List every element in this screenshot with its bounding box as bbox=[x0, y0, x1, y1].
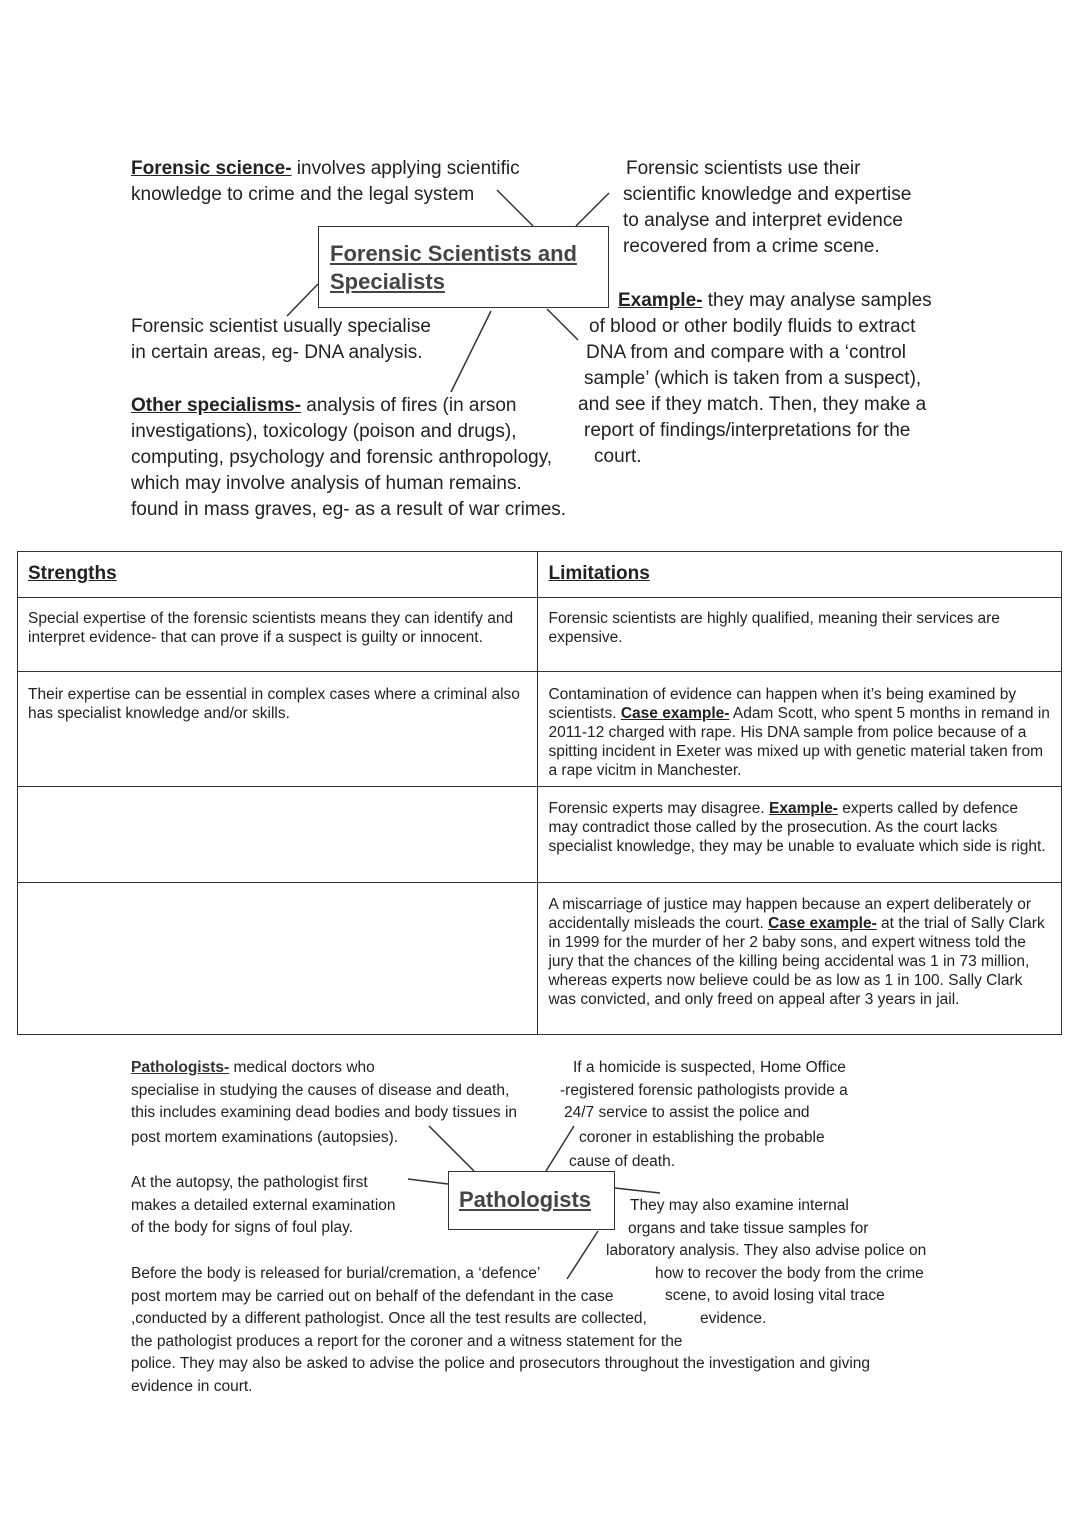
forensic-science-definition: Forensic science- involves applying scientific knowledge to crime and the legal system bbox=[131, 158, 520, 205]
limitation-cell: A miscarriage of justice may happen because an expert deliberately or accidentally misleads the court. Case example- at the trial of Sally Clark in 1999 for the murder of her 2 baby sons, and expert witness told the jury that the chances of the killing being accidental was 1 in 73 million, whereas experts now believe could be as low as 1 in 100. Sally Clark was convicted, and only freed on appeal after 3 years in jail. bbox=[538, 883, 1062, 1035]
pathologists-central-box bbox=[448, 1171, 615, 1230]
limitations-header: Limitations bbox=[538, 552, 1062, 598]
strengths-header: Strengths bbox=[18, 552, 538, 598]
limitation-cell: Forensic scientists are highly qualified, meaning their services are expensive. bbox=[538, 598, 1062, 672]
case-example-term: Case example- bbox=[768, 915, 877, 932]
limitation-cell: Forensic experts may disagree. Example- experts called by defence may contradict those called by the prosecution. As the court lacks specialist knowledge, they may be unable to evaluate which side is right. bbox=[538, 787, 1062, 883]
forensic-example-text: Example- they may analyse samples of blood or other bodily fluids to extract DNA from and compare with a ‘control sample’ (which is taken from a suspect), and see if they match. Then, they make a report of findings/interpretations for the court. bbox=[578, 290, 932, 467]
strength-cell bbox=[18, 787, 538, 883]
example-term: Example- bbox=[618, 290, 703, 311]
table-row bbox=[18, 883, 1062, 1035]
limitation-cell: Contamination of evidence can happen when it’s being examined by scientists. Case example- Adam Scott, who spent 5 months in remand in 2011-12 charged with rape. His DNA sample from police because of a spitting incident in Exeter was mixed up with genetic material taken from a rape vicitm in Manchester. bbox=[538, 672, 1062, 787]
pathologists-internal-text: They may also examine internal organs and take tissue samples for laboratory analysis. They also advise police on how to recover the body from the crime scene, to avoid losing vital trace evidence. bbox=[606, 1197, 927, 1327]
forensic-central-box bbox=[318, 226, 609, 308]
pathologists-term: Pathologists- bbox=[131, 1059, 230, 1076]
central-title-line1: Forensic Scientists and bbox=[330, 241, 577, 266]
forensic-role-text: Forensic scientists use their scientific knowledge and expertise to analyse and interpret evidence recovered from a crime scene. bbox=[623, 158, 912, 257]
other-specialisms-term: Other specialisms- bbox=[131, 395, 302, 416]
strength-cell: Their expertise can be essential in complex cases where a criminal also has specialist knowledge and/or skills. bbox=[18, 672, 538, 787]
strengths-limitations-table bbox=[17, 551, 1062, 1035]
forensic-other-specialisms: Other specialisms- analysis of fires (in arson investigations), toxicology (poison and drugs), computing, psychology and forensic anthropology, which may involve analysis of human remains. found in mass graves, eg- as a result of war crimes. bbox=[131, 395, 567, 520]
central-title-line2: Specialists bbox=[330, 269, 445, 294]
table-row bbox=[18, 787, 1062, 883]
pathologists-autopsy-text: At the autopsy, the pathologist first makes a detailed external examination of the body for signs of foul play. bbox=[131, 1174, 396, 1236]
definition-term: Forensic science- bbox=[131, 158, 292, 179]
table-header-row bbox=[18, 552, 1062, 598]
table-row bbox=[18, 598, 1062, 672]
pathologists-homicide-text: If a homicide is suspected, Home Office -registered forensic pathologists provide a 24/7 service to assist the police and coroner in establishing the probable cause of death. bbox=[560, 1059, 848, 1170]
table-row bbox=[18, 672, 1062, 787]
pathologists-central-title: Pathologists bbox=[459, 1187, 592, 1212]
case-example-term: Case example- bbox=[620, 705, 730, 722]
example-term: Example- bbox=[769, 800, 838, 817]
strength-cell bbox=[18, 883, 538, 1035]
strength-cell: Special expertise of the forensic scientists means they can identify and interpret evidence- that can prove if a suspect is guilty or innocent. bbox=[18, 598, 538, 672]
pathologists-definition: Pathologists- medical doctors who specialise in studying the causes of disease and death, this includes examining dead bodies and body tissues in post mortem examinations (autopsies). bbox=[131, 1059, 518, 1146]
forensic-specialise-text: Forensic scientist usually specialise in certain areas, eg- DNA analysis. bbox=[131, 316, 431, 363]
pathologists-defence-text: Before the body is released for burial/cremation, a ‘defence’ post mortem may be carried out on behalf of the defendant in the case ,conducted by a different pathologist. Once all the test results are collected, the pathologist produces a report for the coroner and a witness statement for the police. They may also be asked to advise the police and prosecutors throughout the investigation and giving evidence in court. bbox=[131, 1265, 871, 1395]
